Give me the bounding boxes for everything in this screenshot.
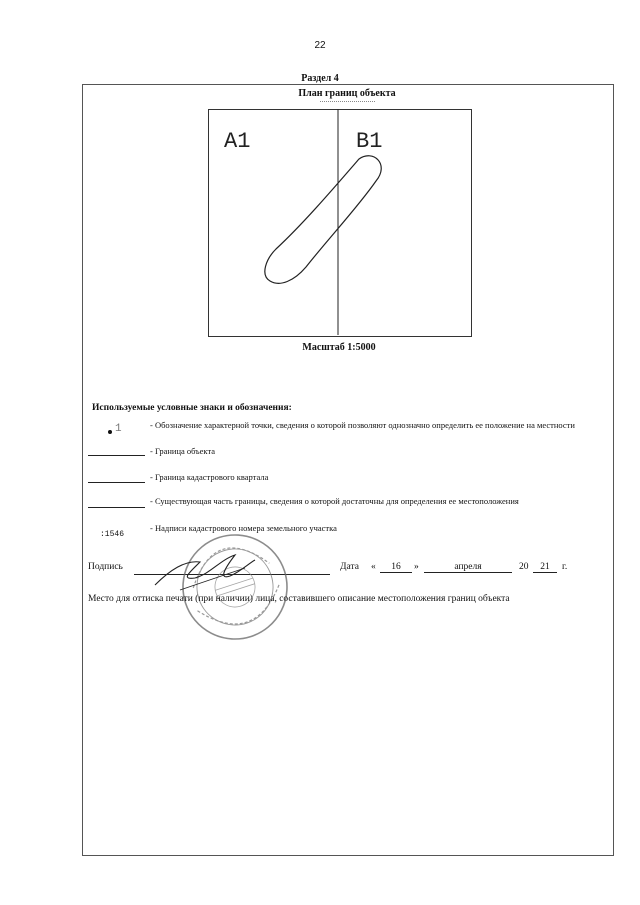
date-open-quote: « (371, 562, 376, 572)
legend-existing-boundary-line (88, 507, 145, 508)
legend-item-cadastral-number: - Надписи кадастрового номера земельного участка (150, 523, 337, 533)
legend-item-quarter-boundary: - Граница кадастрового квартала (150, 472, 269, 482)
legend-item-object-boundary: - Граница объекта (150, 446, 216, 456)
legend-title: Используемые условные знаки и обозначения: (92, 403, 292, 413)
legend-item-point: - Обозначение характерной точки, сведения о которой позволяют однозначно определить ее положение на местности (150, 420, 575, 430)
plan-map-drawing (208, 109, 472, 337)
signature-label: Подпись (88, 562, 123, 572)
title-underline (320, 101, 375, 102)
section-heading: Раздел 4 (301, 73, 339, 84)
date-month: апреля (424, 562, 512, 573)
map-label-right: В1 (356, 129, 383, 154)
date-day: 16 (380, 562, 412, 573)
legend-quarter-boundary-line (88, 482, 145, 483)
map-label-left: А1 (224, 129, 251, 154)
page-number: 22 (314, 40, 326, 51)
handwritten-signature (150, 540, 260, 600)
plan-title: План границ объекта (298, 88, 396, 99)
legend-cadastral-sample: :1546 (100, 530, 125, 539)
date-year: 21 (533, 562, 557, 573)
object-boundary (265, 156, 381, 284)
date-label: Дата (340, 562, 359, 572)
legend-point-symbol (108, 423, 122, 439)
legend-object-boundary-line (88, 455, 145, 456)
date-close-quote: » (414, 562, 419, 572)
map-scale: Масштаб 1:5000 (302, 342, 376, 353)
legend-item-existing-boundary: - Существующая часть границы, сведения о которой достаточны для определения ее местоположения (150, 496, 519, 506)
stamp-placement-note: Место для оттиска печати (при наличии) лица, составившего описание местоположения границ объекта (88, 594, 510, 604)
point-dot-icon (108, 430, 112, 434)
date-year-suffix: г. (562, 562, 568, 572)
point-number: 1 (115, 423, 122, 435)
date-year-prefix: 20 (519, 562, 529, 572)
